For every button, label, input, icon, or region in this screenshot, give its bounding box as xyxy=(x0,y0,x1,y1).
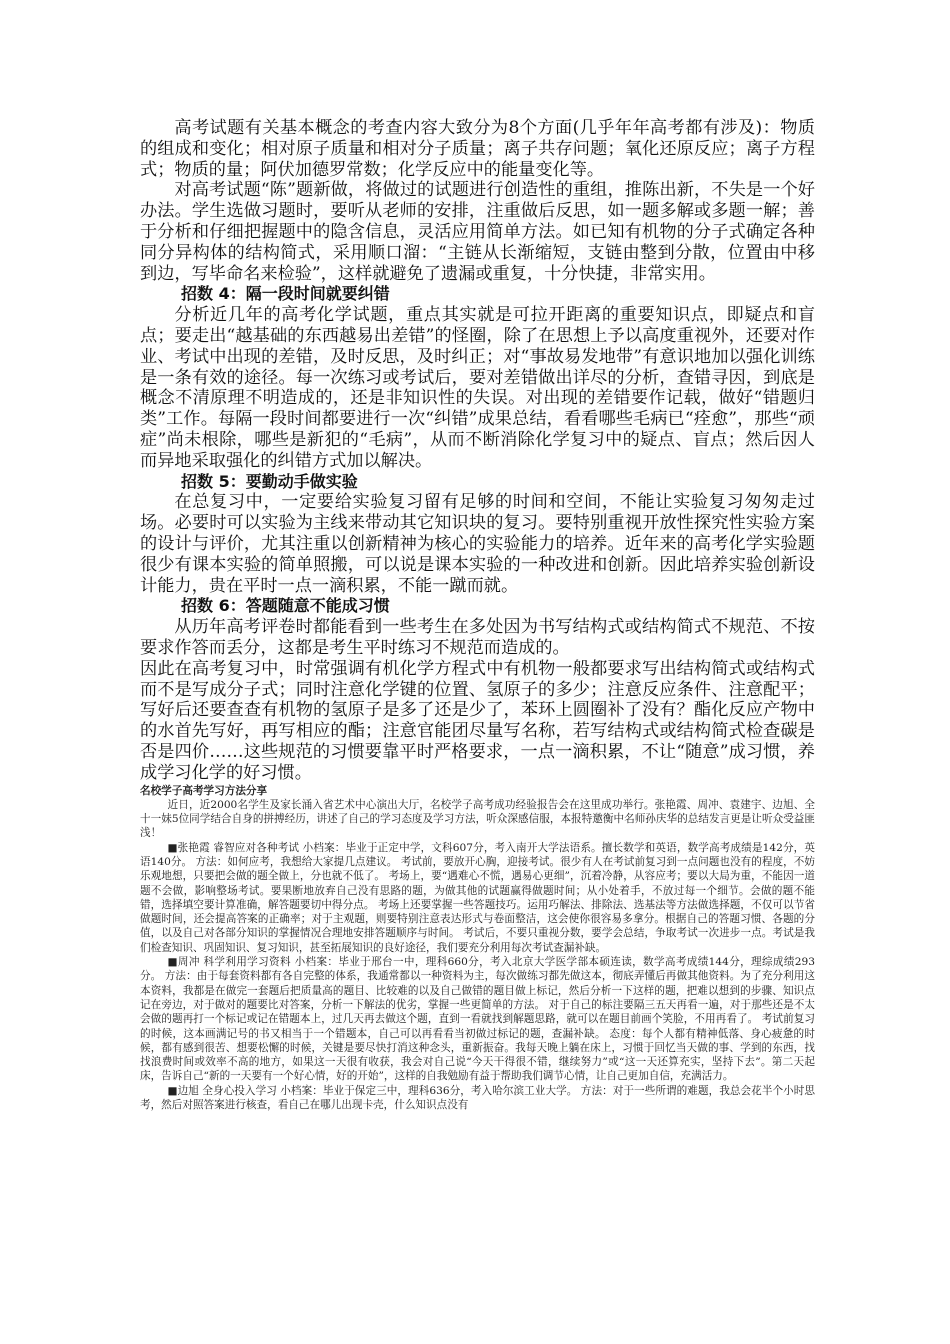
document-page xyxy=(140,118,815,1112)
paragraph: 对高考试题“陈”题新做，将做过的试题进行创造性的重组，推陈出新，不失是一个好办法。学生选做习题时，要听从老师的安排，注重做后反思，如一题多解或多题一解；善于分析和仔细把握题中的隐含信息，灵活应用简单方法。如已知有机物的分子式确定各种同分异构体的结构简式，采用顺口溜：“主链从长渐缩短，支链由整到分散，位置由中移到边，写毕命名来检验”，这样就避免了遗漏或重复，十分快捷，非常实用。 xyxy=(140,180,815,284)
share-paragraph: ■边旭 全身心投入学习 小档案：毕业于保定三中，理科636分，考入哈尔滨工业大学。 方法：对于一些所谓的难题，我总会花半个小时思考，然后对照答案进行核查，看自己在哪儿出现卡壳，什么知识点没有 xyxy=(140,1084,815,1112)
section-heading-6: 招数 6：答题随意不能成习惯 xyxy=(181,596,390,616)
section-heading-5: 招数 5：要勤动手做实验 xyxy=(181,471,358,491)
section-heading-4: 招数 4：隔一段时间就要纠错 xyxy=(181,284,390,304)
share-paragraph: ■张艳霞 睿智应对各种考试 小档案：毕业于正定中学，文科607分，考入南开大学法语系。擅长数学和英语，数学高考成绩是142分，英语140分。 方法：如何应考，我想给大家提几点建议。 考试前，要放开心胸，迎接考试。很少有人在考试前复习到一点问题也没有的程度，不妨乐观地想，只要把会做的题全做上，分也就不低了。 考场上，要“遇难心不慌，遇易心更细”，沉着冷静，从容应考；要以大局为重，不能因一道题不会做，影响整场考试。要果断地放弃自己没有思路的题，为做其他的试题赢得做题时间；从小处着手，不放过每一个细节。会做的题不能错，选择填空要计算准确，解答题要切中得分点。 考场上还要掌握一些答题技巧。运用巧解法、排除法、选基法等方法做选择题，不仅可以节省做题时间，还会提高答案的正确率；对于主观题，则要特别注意表达形式与卷面整洁，这会使你很容易多拿分。根据自己的答题习惯、各题的分值，以及自己对各部分知识的掌握情况合理地安排答题顺序与时间。 考试后，不要只重视分数，要学会总结，争取考试一次进步一点。考试是我们检查知识、巩固知识、复习知识，甚至拓展知识的良好途径，我们要充分利用每次考试查漏补缺。 xyxy=(140,841,815,954)
share-paragraph: ■周冲 科学利用学习资料 小档案：毕业于邢台一中，理科660分，考入北京大学医学部本硕连读，数学高考成绩144分，理综成绩293分。 方法：由于每套资料都有各自完整的体系，我通常都以一种资料为主，每次做练习都先做这本，彻底弄懂后再做其他资料。为了充分利用这本资料，我都是在做完一套题后把质量高的题目、比较难的以及自己做错的题目做上标记，然后分析一下这样的题，把难以想到的步骤、知识点记在旁边，对于做对的题要比对答案，分析一下解法的优劣，掌握一些更简单的方法。 对于自己的标注要隔三五天再看一遍，对于那些还是不太会做的题再打一个标记或记在错题本上，过几天再去做这个题，直到一看就找到解题思路，就可以在题目前画个笑脸，不用再看了。 考试前复习的时候，这本画满记号的书又相当于一个错题本，自己可以再看看当初做过标记的题，查漏补缺。 态度：每个人都有精神低落、身心疲惫的时候，都有感到很苦、想要松懈的时候，关键是要尽快打消这种念头，重新振奋。我每天晚上躺在床上，习惯于回忆当天做的事、学到的东西，找找浪费时间或效率不高的地方，如果这一天很有收获，我会对自己说“今天干得很不错，继续努力”或“这一天还算充实，坚持下去”。第二天起床，告诉自己“新的一天要有一个好心情，好的开始”，这样的自我勉励有益于帮助我们调节心情，让自己更加自信，充满活力。 xyxy=(140,956,815,1083)
paragraph: 分析近几年的高考化学试题，重点其实就是可拉开距离的重要知识点，即疑点和盲点；要走出“越基础的东西越易出差错”的怪圈，除了在思想上予以高度重视外，还要对作业、考试中出现的差错，及时反思，及时纠正；对“事故易发地带”有意识地加以强化训练是一条有效的途径。每一次练习或考试后，要对差错做出详尽的分析，查错寻因，到底是概念不清原理不明造成的，还是非知识性的失误。对出现的差错要作记载，做好“错题归类”工作。每隔一段时间都要进行一次“纠错”成果总结，看看哪些毛病已“痊愈”，那些“顽症”尚未根除，哪些是新犯的“毛病”，从而不断消除化学复习中的疑点、盲点；然后因人而异地采取强化的纠错方式加以解决。 xyxy=(140,305,815,471)
share-intro: 近日，近2000名学生及家长涌入省艺术中心演出大厅，名校学子高考成功经验报告会在这里成功举行。张艳霞、周冲、袁建宇、边旭、全十一妹5位同学结合自身的拼搏经历，讲述了自己的学习态度及学习方法，听众深感信服，本报特邀衡中名师孙庆华的总结发言更是让听众受益匪浅！ xyxy=(140,798,815,840)
share-title: 名校学子高考学习方法分享 xyxy=(140,784,268,797)
paragraph: 从历年高考评卷时都能看到一些考生在多处因为书写结构式或结构简式不规范、不按要求作答而丢分，这都是考生平时练习不规范而造成的。 xyxy=(140,617,815,658)
paragraph: 在总复习中，一定要给实验复习留有足够的时间和空间，不能让实验复习匆匆走过场。必要时可以实验为主线来带动其它知识块的复习。要特别重视开放性探究性实验方案的设计与评价，尤其注重以创新精神为核心的实验能力的培养。近年来的高考化学实验题很少有课本实验的简单照搬，可以说是课本实验的一种改进和创新。因此培养实验创新设计能力，贵在平时一点一滴积累，不能一蹴而就。 xyxy=(140,492,815,596)
paragraph: 因此在高考复习中，时常强调有机化学方程式中有机物一般都要求写出结构简式或结构式而不是写成分子式；同时注意化学键的位置、氢原子的多少；注意反应条件、注意配平；写好后还要查查有机物的氢原子是多了还是少了，苯环上圆圈补了没有？酯化反应产物中的水首先写好，再写相应的酯；注意官能团尽量写名称，若写结构式或结构简式检查碳是否是四价……这些规范的习惯要靠平时严格要求，一点一滴积累，不让“随意”成习惯，养成学习化学的好习惯。 xyxy=(140,658,815,783)
share-section xyxy=(140,784,815,1113)
article-body xyxy=(140,118,815,784)
paragraph: 高考试题有关基本概念的考查内容大致分为8个方面(几乎年年高考都有涉及)：物质的组成和变化；相对原子质量和相对分子质量；离子共存问题；氧化还原反应；离子方程式；物质的量；阿伏加德罗常数；化学反应中的能量变化等。 xyxy=(140,118,815,180)
